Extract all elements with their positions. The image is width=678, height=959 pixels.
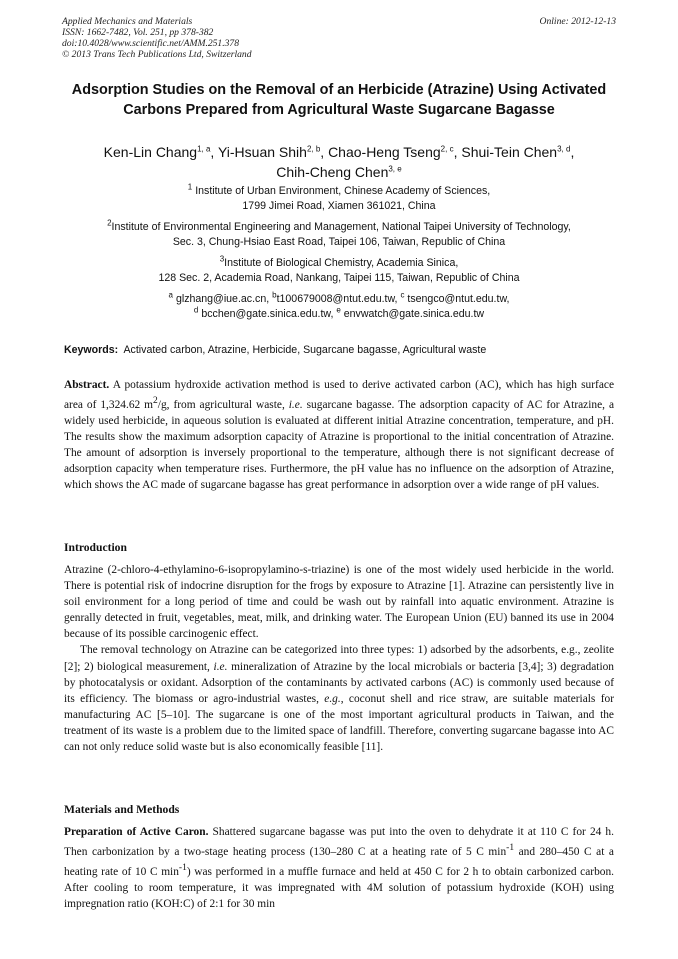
author-affiliation-mark: 3, d (557, 144, 571, 154)
online-date: Online: 2012-12-13 (539, 16, 616, 27)
author-affiliation-mark: 1, a (197, 144, 211, 154)
author-list: Ken-Lin Chang$^{1, a}$, Yi-Hsuan Shih$^{2, b}$, Chao-Heng Tseng$^{2, c}$, Shui-Tein Chen$^{3, d}$, Chih-Cheng Chen$^{3, e}$ (103, 144, 575, 180)
author-name: Chao-Heng Tseng (328, 144, 441, 160)
email-list: $^a$ glzhang@iue.ac.cn, $^b$t100679008@ntut.edu.tw, $^c$ tsengco@ntut.edu.tw, $^d$ bcchen@gate.sinica.edu.tw, $^e$ envwatch@gate.sinica.edu.tw (168, 290, 510, 320)
keywords-text: Activated carbon, Atrazine, Herbicide, Sugarcane bagasse, Agricultural waste (123, 344, 487, 356)
paragraph: Atrazine (2-chloro-4-ethylamino-6-isopropylamino-s-triazine) is one of the most widely used herbicide in the world. There is potential risk of indocrine disruption for the frogs by exposure to Atrazine [1]. Atrazine can persistently live in soil environment for a long period of time and could be wash out by rainfall into aquatic environment. Atrazine is genrally detected in fruit, vegetables, meat, milk, and drinking water. The European Union (EU) banned its use in 2004 because of its possible carcinogenic effect. (64, 564, 614, 641)
author-name: Chih-Cheng Chen (276, 164, 389, 180)
affiliation-2: $^2$Institute of Environmental Engineering and Management, National Taipei University of Technology, Sec. 3, Chung-Hsiao East Road, Taipei 106, Taiwan, Republic of China (107, 218, 571, 248)
paper-title: Adsorption Studies on the Removal of an Herbicide (Atrazine) Using Activated Carbons Prepared from Agricultural Waste Sugarcane Bagasse (71, 82, 607, 118)
affiliation-1: $^1$ Institute of Urban Environment, Chinese Academy of Sciences, 1799 Jimei Road, Xiamen 361021, China (187, 182, 491, 212)
author-affiliation-mark: 2, c (440, 144, 454, 154)
keywords (64, 343, 618, 357)
abstract-label: Abstract. (64, 379, 110, 391)
author-affiliation-mark: 3, e (388, 164, 402, 174)
author-name: Shui-Tein Chen (461, 144, 558, 160)
methods-body: Preparation of Active Caron. Shattered sugarcane bagasse was put into the oven to dehydrate it at 110 C for 24 h. Then carbonization by a two-stage heating process (130–280 C at a heating rate of 5 C $\min^{-1}$ and 280–450 C at a heating rate of 10 C $\min^{-1}$) was performed in a muffle furnace and held at 450 C for 2 h to obtain carbonized carbon. After cooling to room temperature, it was impregnated with 4M solution of potassium hydroxide (KOH) using impregnation ratio (KOH:C) of 2:1 for 30 min (64, 826, 615, 910)
journal-doi: doi:10.4028/www.scientific.net/AMM.251.378 (62, 38, 240, 49)
subsection-heading: Preparation of Active Caron. (64, 826, 209, 838)
affiliation-3: $^3$Institute of Biological Chemistry, Academia Sinica, 128 Sec. 2, Academia Road, Nankang, Taipei 115, Taiwan, Republic of China (158, 254, 520, 284)
author-affiliation-mark: 2, b (306, 144, 321, 154)
journal-header (62, 16, 616, 60)
section-heading-methods: Materials and Methods (64, 803, 180, 816)
section-heading-introduction: Introduction (64, 541, 127, 554)
email-address[interactable]: envwatch@gate.sinica.edu.tw (343, 308, 485, 320)
introduction-body (64, 562, 614, 755)
abstract: Abstract. A potassium hydroxide activation method is used to derive activated carbon (AC), which has high surface area of 1,324.62 $m^2/g$, from agricultural waste, i.e. sugarcane bagasse. The adsorption capacity of AC for Atrazine, a widely used herbicide, in aqueous solution is evaluated at different initial Atrazine concentration, temperature, and pH. The results show the maximum adsorption capacity of Atrazine is proportional to the initial concentration of Atrazine. The amount of adsorption is inversely proportional to the temperature, although there is not significant decrease of adsorption capacity when temperature rises. Furthermore, the pH value has no influence on the adsorption of Atrazine, which shows the AC made of sugarcane bagasse has great performance in adsorption over a wide range of pH values. (64, 379, 615, 492)
author-name: Ken-Lin Chang (103, 144, 198, 160)
journal-copyright: © 2013 Trans Tech Publications Ltd, Switzerland (62, 49, 252, 60)
journal-name: Applied Mechanics and Materials (62, 16, 193, 27)
keywords-label: Keywords: (64, 344, 119, 356)
author-name: Yi-Hsuan Shih (217, 144, 307, 160)
email-address[interactable]: bcchen@gate.sinica.edu.tw, (201, 308, 334, 320)
email-address[interactable]: tsengco@ntut.edu.tw, (407, 293, 510, 305)
email-address[interactable]: t100679008@ntut.edu.tw, (276, 293, 398, 305)
email-address[interactable]: glzhang@iue.ac.cn, (175, 293, 270, 305)
journal-issn: ISSN: 1662-7482, Vol. 251, pp 378-382 (62, 27, 214, 38)
paragraph: The removal technology on Atrazine can be categorized into three types: 1) adsorbed by the adsorbents, e.g., zeolite [2]; 2) biological measurement, i.e. mineralization of Atrazine by the local microbials or bacteria [3,4]; 3) degradation by photocatalysis or oxidant. Adsorption of the contaminants by activated carbons (AC) is commonly used because of its efficiency. The biomass or agro-industrial wastes, e.g., coconut shell and rice straw, are suitable materials for manufacturing AC [5–10]. The sugarcane is one of the most important agricultural products in Taiwan, and the treatment of its waste is a problem due to the limited space of landfill. Therefore, converting sugarcane bagasse into AC can not only reduce solid waste but is also economically feasible [11]. (64, 644, 615, 754)
